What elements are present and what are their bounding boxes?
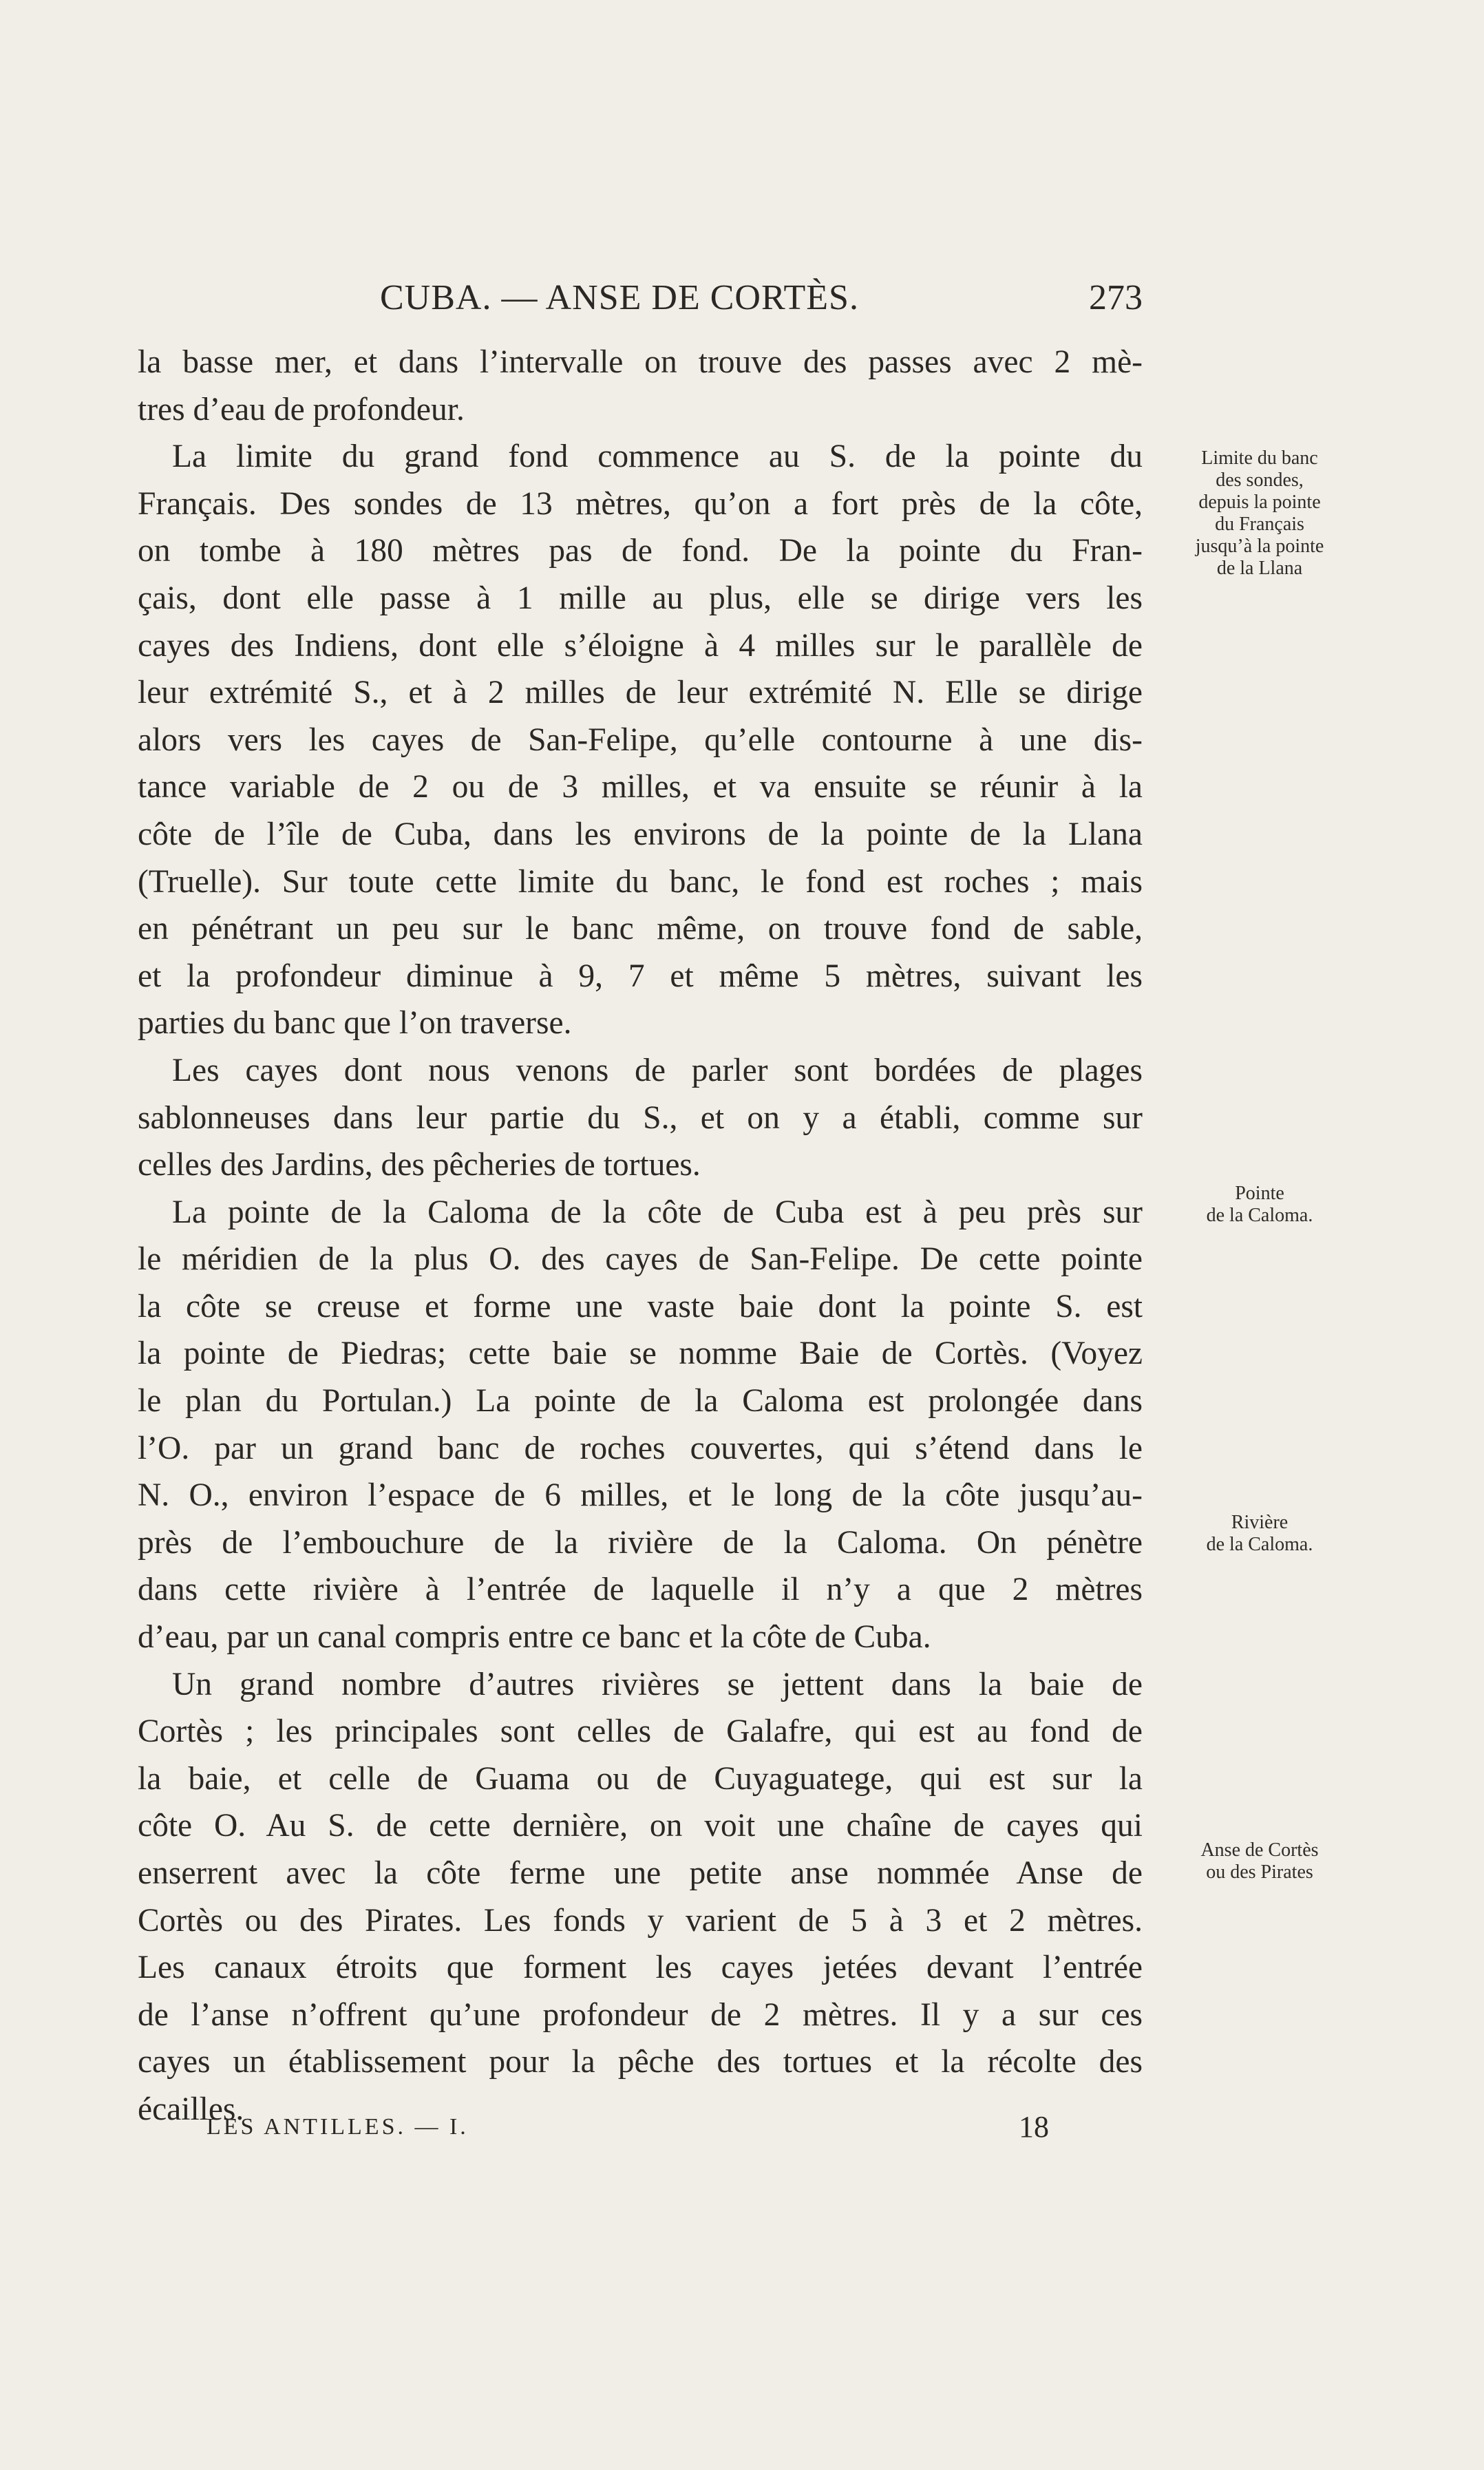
text-line: écailles. [138,2091,244,2127]
margin-note-line: Pointe [1235,1183,1284,1204]
text-line: çais, dont elle passe à 1 mille au plus, elle se dirige vers les [138,580,1143,616]
margin-note-line: de la Caloma. [1206,1534,1313,1555]
page-number: 273 [1089,278,1143,317]
running-header [138,274,1143,322]
text-line: côte de l’île de Cuba, dans les environs de la pointe de la Llana [138,816,1143,852]
text-line: N. O., environ l’espace de 6 milles, et le long de la côte jusqu’au- [138,1477,1143,1514]
page-footer [206,2107,1067,2148]
signature-mark: LES ANTILLES. — I. [206,2114,469,2140]
text-line: dans cette rivière à l’entrée de laquelle il n’y a que 2 mètres [138,1572,1143,1608]
text-line: enserrent avec la côte ferme une petite anse nommée Anse de [138,1855,1143,1891]
text-line: de l’anse n’offrent qu’une profondeur de 2 mètres. Il y a sur ces [138,1996,1143,2033]
text-line: La limite du grand fond commence au S. de la pointe du [172,439,1143,475]
sheet-number: 18 [1019,2110,1049,2144]
margin-note-line: depuis la pointe [1198,492,1321,513]
text-line: La pointe de la Caloma de la côte de Cuba est à peu près sur [172,1194,1143,1230]
text-line: tres d’eau de profondeur. [138,391,465,427]
text-line: d’eau, par un canal compris entre ce banc et la côte de Cuba. [138,1619,931,1656]
margin-note-line: ou des Pirates [1206,1861,1313,1883]
text-line: la basse mer, et dans l’intervalle on trouve des passes avec 2 mè- [138,344,1143,380]
text-line: le méridien de la plus O. des cayes de San-Felipe. De cette pointe [138,1241,1143,1278]
text-line: Français. Des sondes de 13 mètres, qu’on a fort près de la côte, [138,485,1143,522]
margin-note-limite-du-banc [1156,447,1363,580]
text-line: cayes des Indiens, dont elle s’éloigne à 4 milles sur le parallèle de [138,627,1143,664]
margin-note-line: jusqu’à la pointe [1195,536,1324,557]
text-line: alors vers les cayes de San-Felipe, qu’elle contourne à une dis- [138,721,1143,758]
margin-note-line: de la Caloma. [1206,1205,1313,1226]
text-line: parties du banc que l’on traverse. [138,1005,572,1042]
text-line: en pénétrant un peu sur le banc même, on trouve fond de sable, [138,911,1143,947]
running-title: CUBA. — ANSE DE CORTÈS. [380,278,859,317]
text-line: le plan du Portulan.) La pointe de la Caloma est prolongée dans [138,1383,1143,1419]
text-line: cayes un établissement pour la pêche des tortues et la récolte des [138,2044,1143,2080]
margin-note-line: Limite du banc [1201,447,1318,469]
main-text [138,339,1143,2133]
text-line: on tombe à 180 mètres pas de fond. De la pointe du Fran- [138,533,1143,569]
text-line: Les cayes dont nous venons de parler sont bordées de plages [172,1052,1143,1088]
margin-note-line: Anse de Cortès [1200,1839,1319,1861]
text-line: Les canaux étroits que forment les cayes jetées devant l’entrée [138,1950,1143,1986]
text-line: la pointe de Piedras; cette baie se nomme Baie de Cortès. (Voyez [138,1336,1143,1372]
margin-note-pointe-caloma [1156,1183,1363,1227]
text-line: la baie, et celle de Guama ou de Cuyaguatege, qui est sur la [138,1760,1143,1797]
text-line: tance variable de 2 ou de 3 milles, et va ensuite se réunir à la [138,769,1143,805]
margin-note-anse-cortes [1156,1839,1363,1883]
margin-note-line: de la Llana [1216,558,1303,579]
text-line: sablonneuses dans leur partie du S., et on y a établi, comme sur [138,1099,1143,1136]
margin-note-line: du Français [1215,514,1304,535]
text-line: l’O. par un grand banc de roches couvertes, qui s’étend dans le [138,1430,1143,1466]
text-line: leur extrémité S., et à 2 milles de leur extrémité N. Elle se dirige [138,675,1143,711]
text-line: côte O. Au S. de cette dernière, on voit une chaîne de cayes qui [138,1808,1143,1844]
text-line: et la profondeur diminue à 9, 7 et même 5 mètres, suivant les [138,958,1143,994]
margin-note-line: des sondes, [1216,469,1304,491]
text-line: Un grand nombre d’autres rivières se jettent dans la baie de [172,1666,1143,1702]
text-line: Cortès ; les principales sont celles de Galafre, qui est au fond de [138,1713,1143,1750]
text-line: (Truelle). Sur toute cette limite du banc, le fond est roches ; mais [138,863,1143,900]
margin-note-riviere-caloma [1156,1512,1363,1556]
text-line: près de l’embouchure de la rivière de la Caloma. On pénètre [138,1524,1143,1561]
text-line: Cortès ou des Pirates. Les fonds y varient de 5 à 3 et 2 mètres. [138,1902,1143,1939]
margin-note-line: Rivière [1231,1512,1289,1533]
text-line: celles des Jardins, des pêcheries de tortues. [138,1147,701,1183]
text-line: la côte se creuse et forme une vaste baie dont la pointe S. est [138,1288,1143,1324]
